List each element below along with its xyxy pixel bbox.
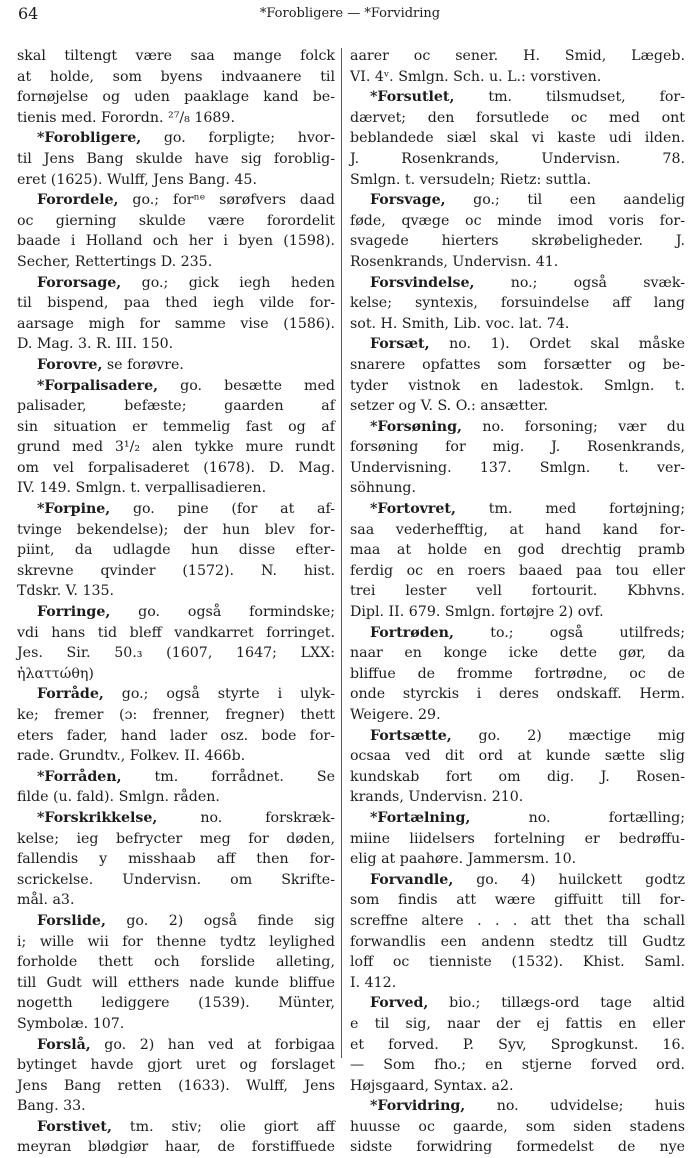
line-text: go.; gick iegh heden xyxy=(121,274,335,291)
text-line xyxy=(350,705,685,726)
line-text: tm. forrådnet. Se xyxy=(121,768,335,785)
line-text: krands, Undervisn. 210. xyxy=(350,789,524,806)
text-line xyxy=(17,478,335,499)
line-text: elig at paahøre. Jammersm. 10. xyxy=(350,851,577,868)
text-line xyxy=(350,314,685,335)
text-line xyxy=(350,376,685,397)
entry-headword: *Forpalisadere, xyxy=(37,377,159,394)
dictionary-entry-line xyxy=(350,726,685,747)
line-text: ferdig oc en roers baaed paa tou eller xyxy=(350,562,685,579)
line-text: svagede hierters skrøbeligheder. J. xyxy=(350,233,685,250)
text-line xyxy=(17,437,335,458)
text-line xyxy=(17,870,335,891)
line-text: meyran blødgiør haar, de forstiffuede xyxy=(17,1139,335,1156)
text-line xyxy=(350,829,685,850)
text-line xyxy=(350,1014,685,1035)
line-text: scrickelse. Undervisn. om Skrifte- xyxy=(17,871,335,888)
line-text: snarere opfattes som forsætter og be- xyxy=(350,356,685,373)
line-text: I. 412. xyxy=(350,974,397,991)
text-line xyxy=(17,952,335,973)
text-line xyxy=(17,1137,335,1158)
text-line xyxy=(17,1096,335,1117)
entry-headword: Forovre, xyxy=(37,356,103,373)
line-text: no. forsoning; vær du xyxy=(461,418,685,435)
dictionary-entry-line xyxy=(350,499,685,520)
dictionary-entry-line xyxy=(350,190,685,211)
line-text: no. 1). Ordet skal måske xyxy=(429,336,685,353)
line-text: tm. stiv; olie giort aff xyxy=(111,1118,335,1135)
text-line xyxy=(17,1076,335,1097)
dictionary-entry-line xyxy=(17,355,335,376)
dictionary-entry-line xyxy=(17,1035,335,1056)
dictionary-entry-line xyxy=(350,870,685,891)
text-line xyxy=(17,643,335,664)
line-text: om vel forpalisaderet (1678). D. Mag. xyxy=(17,459,335,476)
text-line xyxy=(17,252,335,273)
line-text: no.; også svæk- xyxy=(474,274,685,291)
entry-headword: Forsvage, xyxy=(370,192,446,209)
entry-headword: Forsvindelse, xyxy=(370,274,475,291)
text-line xyxy=(350,396,685,417)
line-text: piint, da udlagde hun disse efter- xyxy=(17,542,335,559)
text-line xyxy=(17,211,335,232)
dictionary-entry-line xyxy=(17,808,335,829)
line-text: saa vederhefftig, at hand kand for- xyxy=(350,521,685,538)
line-text: at holde, som byens indvaanere til xyxy=(17,68,335,85)
line-text: tm. med fortøjning; xyxy=(455,501,685,518)
dictionary-entry-line xyxy=(350,1096,685,1117)
line-text: til Jens Bang skulde have sig foroblig- xyxy=(17,150,335,167)
text-line xyxy=(350,108,685,129)
text-line xyxy=(350,1117,685,1138)
line-text: aarer oc sener. H. Smid, Lægeb. xyxy=(350,48,685,64)
entry-headword: Fortsætte, xyxy=(370,727,452,744)
text-line xyxy=(350,458,685,479)
line-text: go. 2) mæctige mig xyxy=(451,727,685,744)
entry-headword: *Forvidring, xyxy=(370,1098,466,1115)
text-line xyxy=(350,231,685,252)
text-line xyxy=(17,67,335,88)
line-text: no. fortælling; xyxy=(470,809,685,826)
line-text: baade i Holland och her i byen (1598). xyxy=(17,233,335,250)
line-text: tienis med. Forordn. ²⁷/₈ 1689. xyxy=(17,109,235,126)
line-text: bliffue de fromme fortrødne, oc de xyxy=(350,665,685,682)
entry-headword: *Forsutlet, xyxy=(370,89,455,106)
text-line xyxy=(17,623,335,644)
line-text: Jens Bang retten (1633). Wulff, Jens xyxy=(17,1077,335,1094)
text-line xyxy=(17,746,335,767)
line-text: IV. 149. Smlgn. t. verpallisadieren. xyxy=(17,480,267,497)
line-text: go. 2) han ved at forbigaa xyxy=(90,1036,335,1053)
line-text: fallendis y misshaab aff then for- xyxy=(17,851,335,868)
text-line xyxy=(17,664,335,685)
dictionary-entry-line xyxy=(17,190,335,211)
text-line xyxy=(350,973,685,994)
text-line xyxy=(350,746,685,767)
line-text: skal tiltengt være saa mange folck xyxy=(17,48,335,64)
text-line xyxy=(350,684,685,705)
text-line xyxy=(350,437,685,458)
text-line xyxy=(17,1014,335,1035)
text-line xyxy=(17,993,335,1014)
dictionary-entry-line xyxy=(17,684,335,705)
line-text: føde, qvæge oc minde imod voris for- xyxy=(350,212,685,229)
text-line xyxy=(17,87,335,108)
text-line xyxy=(17,417,335,438)
entry-headword: *Forpine, xyxy=(37,501,111,518)
text-line xyxy=(17,849,335,870)
line-text: Dipl. II. 679. Smlgn. fortøjre 2) ovf. xyxy=(350,604,604,621)
line-text: kelse; ieg befrycter meg for døden, xyxy=(17,830,335,847)
line-text: fornøjelse og uden paaklage kand be- xyxy=(17,89,335,106)
entry-headword: Forråde, xyxy=(37,686,104,703)
text-line xyxy=(350,1076,685,1097)
text-line xyxy=(17,231,335,252)
text-line xyxy=(17,170,335,191)
dictionary-entry-line xyxy=(17,128,335,149)
text-line xyxy=(17,705,335,726)
line-text: ke; fremer (ɔ: frenner, fregner) thett xyxy=(17,707,335,723)
line-text: setzer og V. S. O.: ansætter. xyxy=(350,398,549,415)
dictionary-entry-line xyxy=(350,417,685,438)
line-text: aarsage migh for samme vise (1586). xyxy=(17,315,335,332)
line-text: ocsaa ved dit ord at kunde sætte slig xyxy=(350,748,685,765)
line-text: vdi hans tid bleff vandkarret forringet. xyxy=(17,624,335,641)
line-text: Secher, Rettertings D. 235. xyxy=(17,253,213,270)
text-line xyxy=(350,932,685,953)
dictionary-entry-line xyxy=(17,273,335,294)
text-line xyxy=(350,46,685,67)
line-text: go. 4) huilckett godtz xyxy=(453,871,685,888)
text-line xyxy=(17,890,335,911)
line-text: nogetth lediggere (1539). Münter, xyxy=(17,995,335,1012)
entry-headword: *Fortælning, xyxy=(370,809,471,826)
text-line xyxy=(350,767,685,788)
line-text: bio.; tillægs-ord tage altid xyxy=(428,995,685,1012)
line-text: trei lester vell fortourit. Kbhvns. xyxy=(350,583,685,600)
entry-headword: Forslå, xyxy=(37,1036,91,1053)
line-text: eret (1625). Wulff, Jens Bang. 45. xyxy=(17,171,257,188)
line-text: naar en konge icke dette gør, da xyxy=(350,645,685,662)
text-line xyxy=(350,849,685,870)
line-text: Undervisning. 137. Smlgn. t. ver- xyxy=(350,459,685,476)
text-line xyxy=(17,314,335,335)
line-text: J. Rosenkrands, Undervisn. 78. xyxy=(350,150,685,167)
text-line xyxy=(350,293,685,314)
text-line xyxy=(350,787,685,808)
dictionary-entry-line xyxy=(350,623,685,644)
text-line xyxy=(350,1055,685,1076)
dictionary-entry-line xyxy=(350,993,685,1014)
text-line xyxy=(17,829,335,850)
line-text: go.; også styrte i ulyk- xyxy=(103,686,335,703)
line-text: mål. a3. xyxy=(17,892,75,909)
line-text: tyder vistnok en ladestok. Smlgn. t. xyxy=(350,377,685,394)
column-divider xyxy=(341,48,342,1058)
line-text: go. forpligte; hvor- xyxy=(141,130,335,147)
line-text: go.; forⁿᵉ sørøfvers daad xyxy=(118,192,335,209)
dictionary-entry-line xyxy=(17,602,335,623)
text-line xyxy=(17,1055,335,1076)
text-line xyxy=(350,664,685,685)
line-text: screffne altere . . . att thet tha schall xyxy=(350,912,685,929)
right-column xyxy=(350,46,685,1158)
entry-headword: Fororsage, xyxy=(37,274,122,291)
line-text: ἠλαττώθη) xyxy=(17,665,94,682)
line-text: skrevne qvinder (1572). N. hist. xyxy=(17,562,335,579)
line-text: et forved. P. Syv, Sprogkunst. 16. xyxy=(350,1036,685,1053)
entry-headword: *Forskrikkelse, xyxy=(37,809,158,826)
text-line xyxy=(350,540,685,561)
line-text: sin situation er temmelig fast og af xyxy=(17,418,335,435)
line-text: filde (u. fald). Smlgn. råden. xyxy=(17,789,220,806)
line-text: forsøning for mig. J. Rosenkrands, xyxy=(350,439,685,456)
text-line xyxy=(17,46,335,67)
line-text: beblandede siæl skal vi kaste udi ilden. xyxy=(350,130,685,147)
line-text: sot. H. Smith, Lib. voc. lat. 74. xyxy=(350,315,570,332)
text-line xyxy=(350,911,685,932)
left-column xyxy=(17,46,335,1158)
dictionary-entry-line xyxy=(350,87,685,108)
line-text: se forøvre. xyxy=(102,356,184,373)
line-text: go. pine (for at af- xyxy=(110,501,335,518)
text-line xyxy=(17,293,335,314)
text-line xyxy=(350,602,685,623)
text-line xyxy=(17,932,335,953)
line-text: D. Mag. 3. R. III. 150. xyxy=(17,336,174,353)
entry-headword: *Fortovret, xyxy=(370,501,456,518)
text-line xyxy=(350,1035,685,1056)
line-text: rade. Grundtv., Folkev. II. 466b. xyxy=(17,748,246,765)
line-text: Symbolæ. 107. xyxy=(17,1015,125,1032)
text-line xyxy=(17,149,335,170)
text-line xyxy=(17,108,335,129)
entry-headword: *Forobligere, xyxy=(37,130,142,147)
text-line xyxy=(350,643,685,664)
line-text: Bang. 33. xyxy=(17,1098,86,1115)
text-line xyxy=(350,952,685,973)
running-head xyxy=(0,3,700,23)
text-line xyxy=(350,211,685,232)
entry-headword: Forstivet, xyxy=(37,1118,112,1135)
line-text: palisader, befæste; gaarden af xyxy=(17,398,335,415)
dictionary-entry-line xyxy=(350,273,685,294)
line-text: eters fader, hand lader osz. bode for- xyxy=(17,727,335,744)
text-line xyxy=(17,334,335,355)
page-number: 64 xyxy=(18,4,39,23)
dictionary-entry-line xyxy=(17,499,335,520)
line-text: no. forskræk- xyxy=(157,809,335,826)
text-line xyxy=(350,581,685,602)
entry-headword: Fortrøden, xyxy=(370,624,454,641)
line-text: sidste forwidring formedelst de nye xyxy=(350,1139,685,1156)
text-line xyxy=(350,67,685,88)
line-text: oc gierning skulde være forordelit xyxy=(17,212,335,229)
text-line xyxy=(350,149,685,170)
text-line xyxy=(350,520,685,541)
line-text: till Gudt will etthers nade kunde bliffue xyxy=(17,974,335,991)
line-text: maa at holde en god drechtig pramb xyxy=(350,542,685,559)
line-text: tm. tilsmudset, for- xyxy=(454,89,685,106)
line-text: bytinget havde gjort uret og forslaget xyxy=(17,1057,335,1074)
line-text: loff oc tienniste (1532). Khist. Saml. xyxy=(350,954,685,971)
dictionary-entry-line xyxy=(350,808,685,829)
line-text: Jes. Sir. 50.₃ (1607, 1647; LXX: xyxy=(17,645,335,662)
line-text: kundskab fort om dig. J. Rosen- xyxy=(350,768,685,785)
line-text: onde styrckis i deres ondskaff. Herm. xyxy=(350,686,685,703)
text-line xyxy=(17,581,335,602)
text-line xyxy=(17,973,335,994)
entry-headword: Forvandle, xyxy=(370,871,454,888)
line-text: — Som fho.; en stjerne forved ord. xyxy=(350,1057,685,1074)
text-line xyxy=(350,355,685,376)
text-line xyxy=(17,787,335,808)
line-text: kelse; syntexis, forsuindelse aff lang xyxy=(350,295,685,312)
entry-headword: Forringe, xyxy=(37,604,111,621)
line-text: söhnung. xyxy=(350,480,416,497)
running-title: *Forobligere — *Forvidring xyxy=(259,6,441,21)
entry-headword: *Forsøning, xyxy=(370,418,462,435)
entry-headword: Forved, xyxy=(370,995,429,1012)
text-line xyxy=(350,890,685,911)
entry-headword: Forordele, xyxy=(37,192,119,209)
entry-headword: Forsæt, xyxy=(370,336,430,353)
dictionary-entry-line xyxy=(350,334,685,355)
line-text: go. besætte med xyxy=(158,377,335,394)
line-text: Smlgn. t. versudeln; Rietz: suttla. xyxy=(350,171,592,188)
line-text: Rosenkrands, Undervisn. 41. xyxy=(350,253,559,270)
text-line xyxy=(350,128,685,149)
text-line xyxy=(350,561,685,582)
dictionary-entry-line xyxy=(17,911,335,932)
line-text: Højsgaard, Syntax. a2. xyxy=(350,1077,514,1094)
line-text: i; wille wii for thenne tydtz leylighed xyxy=(17,933,335,950)
dictionary-entry-line xyxy=(17,767,335,788)
text-line xyxy=(350,478,685,499)
text-line xyxy=(350,1137,685,1158)
entry-headword: *Forråden, xyxy=(37,768,122,785)
text-line xyxy=(17,540,335,561)
text-line xyxy=(17,726,335,747)
line-text: go. også formindske; xyxy=(110,604,335,621)
text-line xyxy=(17,396,335,417)
line-text: huusse oc gaarde, som siden stadens xyxy=(350,1118,685,1135)
dictionary-entry-line xyxy=(17,1117,335,1138)
line-text: go.; til een aandelig xyxy=(445,192,685,209)
line-text: e til sig, naar der ej fattis en eller xyxy=(350,1015,685,1032)
line-text: VI. 4ᵛ. Smlgn. Sch. u. L.: vorstiven. xyxy=(350,68,602,85)
line-text: som findis att wære giffuitt till for- xyxy=(350,892,685,909)
entry-headword: Forslide, xyxy=(37,912,106,929)
line-text: go. 2) også finde sig xyxy=(105,912,335,929)
text-line xyxy=(17,561,335,582)
line-text: forwandlis een andenn stedtz till Gudtz xyxy=(350,933,685,950)
text-line xyxy=(17,520,335,541)
line-text: Weigere. 29. xyxy=(350,707,441,723)
line-text: to.; også utilfreds; xyxy=(453,624,685,641)
dictionary-entry-line xyxy=(17,376,335,397)
line-text: miine liidelsers fortelning er bedrøffu- xyxy=(350,830,685,847)
text-line xyxy=(350,170,685,191)
line-text: Tdskr. V. 135. xyxy=(17,583,115,600)
line-text: tvinge bekendelse); der hun blev for- xyxy=(17,521,335,538)
line-text: til bispend, paa thed iegh vilde for- xyxy=(17,295,335,312)
text-line xyxy=(350,252,685,273)
line-text: grund med 3¹/₂ alen tykke mure rundt xyxy=(17,439,335,456)
line-text: dærvet; den forsutlede oc med ont xyxy=(350,109,685,126)
line-text: forholde thett och forslide alleting, xyxy=(17,954,335,971)
line-text: no. udvidelse; huis xyxy=(465,1098,685,1115)
text-line xyxy=(17,458,335,479)
